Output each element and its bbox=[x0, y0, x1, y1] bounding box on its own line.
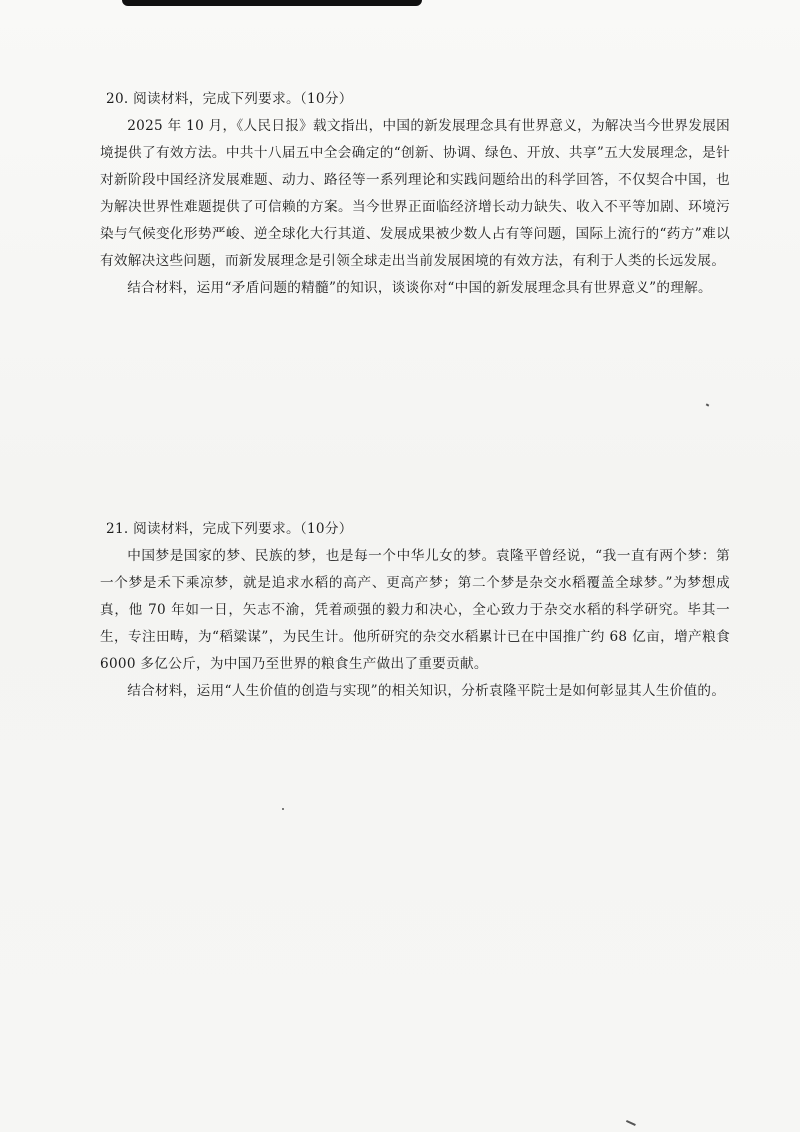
scan-speck bbox=[282, 808, 284, 810]
scan-speck bbox=[706, 403, 710, 406]
question-20-prompt: 结合材料，运用“矛盾问题的精髓”的知识，谈谈你对“中国的新发展理念具有世界意义”的理解。 bbox=[127, 280, 712, 296]
question-21 bbox=[100, 516, 730, 705]
question-21-material: 中国梦是国家的梦、民族的梦，也是每一个中华儿女的梦。袁隆平曾经说，“我一直有两个梦：第一个梦是禾下乘凉梦，就是追求水稻的高产、更高产梦；第二个梦是杂交水稻覆盖全球梦。”为梦想成真，他 70 年如一日，矢志不渝，凭着顽强的毅力和决心，全心致力于杂交水稻的科学研究。毕其一生，专注田畴，为“稻粱谋”，为民生计。他所研究的杂交水稻累计已在中国推广约 68 亿亩，增产粮食 6000 多亿公斤，为中国乃至世界的粮食生产做出了重要贡献。 bbox=[100, 548, 730, 672]
scan-edge-shadow bbox=[122, 0, 422, 6]
question-20-material: 2025 年 10 月，《人民日报》载文指出，中国的新发展理念具有世界意义，为解决当今世界发展困境提供了有效方法。中共十八届五中全会确定的“创新、协调、绿色、开放、共享”五大发展理念，是针对新阶段中国经济发展难题、动力、路径等一系列理论和实践问题给出的科学回答，不仅契合中国，也为解决世界性难题提供了可信赖的方案。当今世界正面临经济增长动力缺失、收入不平等加剧、环境污染与气候变化形势严峻、逆全球化大行其道、发展成果被少数人占有等问题，国际上流行的“药方”难以有效解决这些问题，而新发展理念是引领全球走出当前发展困境的有效方法，有利于人类的长远发展。 bbox=[100, 118, 730, 269]
question-21-title: 21. 阅读材料，完成下列要求。（10分） bbox=[106, 521, 353, 537]
scan-speck bbox=[626, 1120, 636, 1126]
question-20 bbox=[100, 86, 730, 302]
question-20-title: 20. 阅读材料，完成下列要求。（10分） bbox=[106, 91, 353, 107]
question-21-prompt: 结合材料，运用“人生价值的创造与实现”的相关知识，分析袁隆平院士是如何彰显其人生价值的。 bbox=[127, 683, 726, 699]
